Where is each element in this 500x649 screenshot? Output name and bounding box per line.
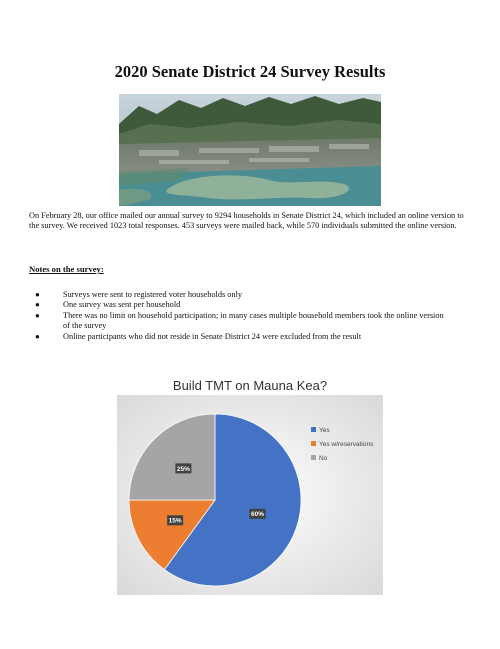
list-item	[29, 332, 449, 342]
data-label: 25%	[176, 465, 190, 473]
note-text: Surveys were sent to registered voter households only	[63, 290, 243, 299]
data-label: 60%	[251, 511, 265, 519]
legend-swatch	[311, 441, 316, 446]
aerial-photo	[119, 94, 381, 206]
list-item	[29, 300, 449, 310]
bullet-icon: ●	[35, 331, 40, 341]
notes-list	[29, 290, 449, 342]
note-text: There was no limit on household participation; in many cases multiple household members took the online version of the survey	[63, 310, 444, 331]
list-item	[29, 311, 449, 332]
data-label: 15%	[168, 517, 182, 525]
legend-swatch	[311, 455, 316, 460]
legend-label: Yes	[319, 427, 330, 434]
list-item	[29, 290, 449, 300]
page-title: 2020 Senate District 24 Survey Results	[114, 62, 386, 81]
note-text: Online participants who did not reside in Senate District 24 were excluded from the result	[63, 331, 362, 341]
bullet-icon: ●	[35, 290, 40, 299]
intro-paragraph: On February 28, our office mailed our annual survey to 9294 households in Senate District 24, which included an online version to the survey. We received 1023 total responses. 453 surveys were mailed back, while 570 individuals submitted the online version.	[29, 211, 464, 231]
legend-label: Yes w/reservations	[319, 441, 374, 448]
chart-title: Build TMT on Mauna Kea?	[172, 378, 328, 393]
bullet-icon: ●	[35, 300, 40, 310]
pie-chart	[117, 395, 383, 595]
note-text: One survey was sent per household	[63, 300, 181, 310]
notes-heading: Notes on the survey:	[29, 264, 104, 274]
legend-label: No	[319, 455, 328, 462]
bullet-icon: ●	[35, 310, 40, 320]
legend-swatch	[311, 427, 316, 432]
chart-area	[117, 395, 383, 595]
